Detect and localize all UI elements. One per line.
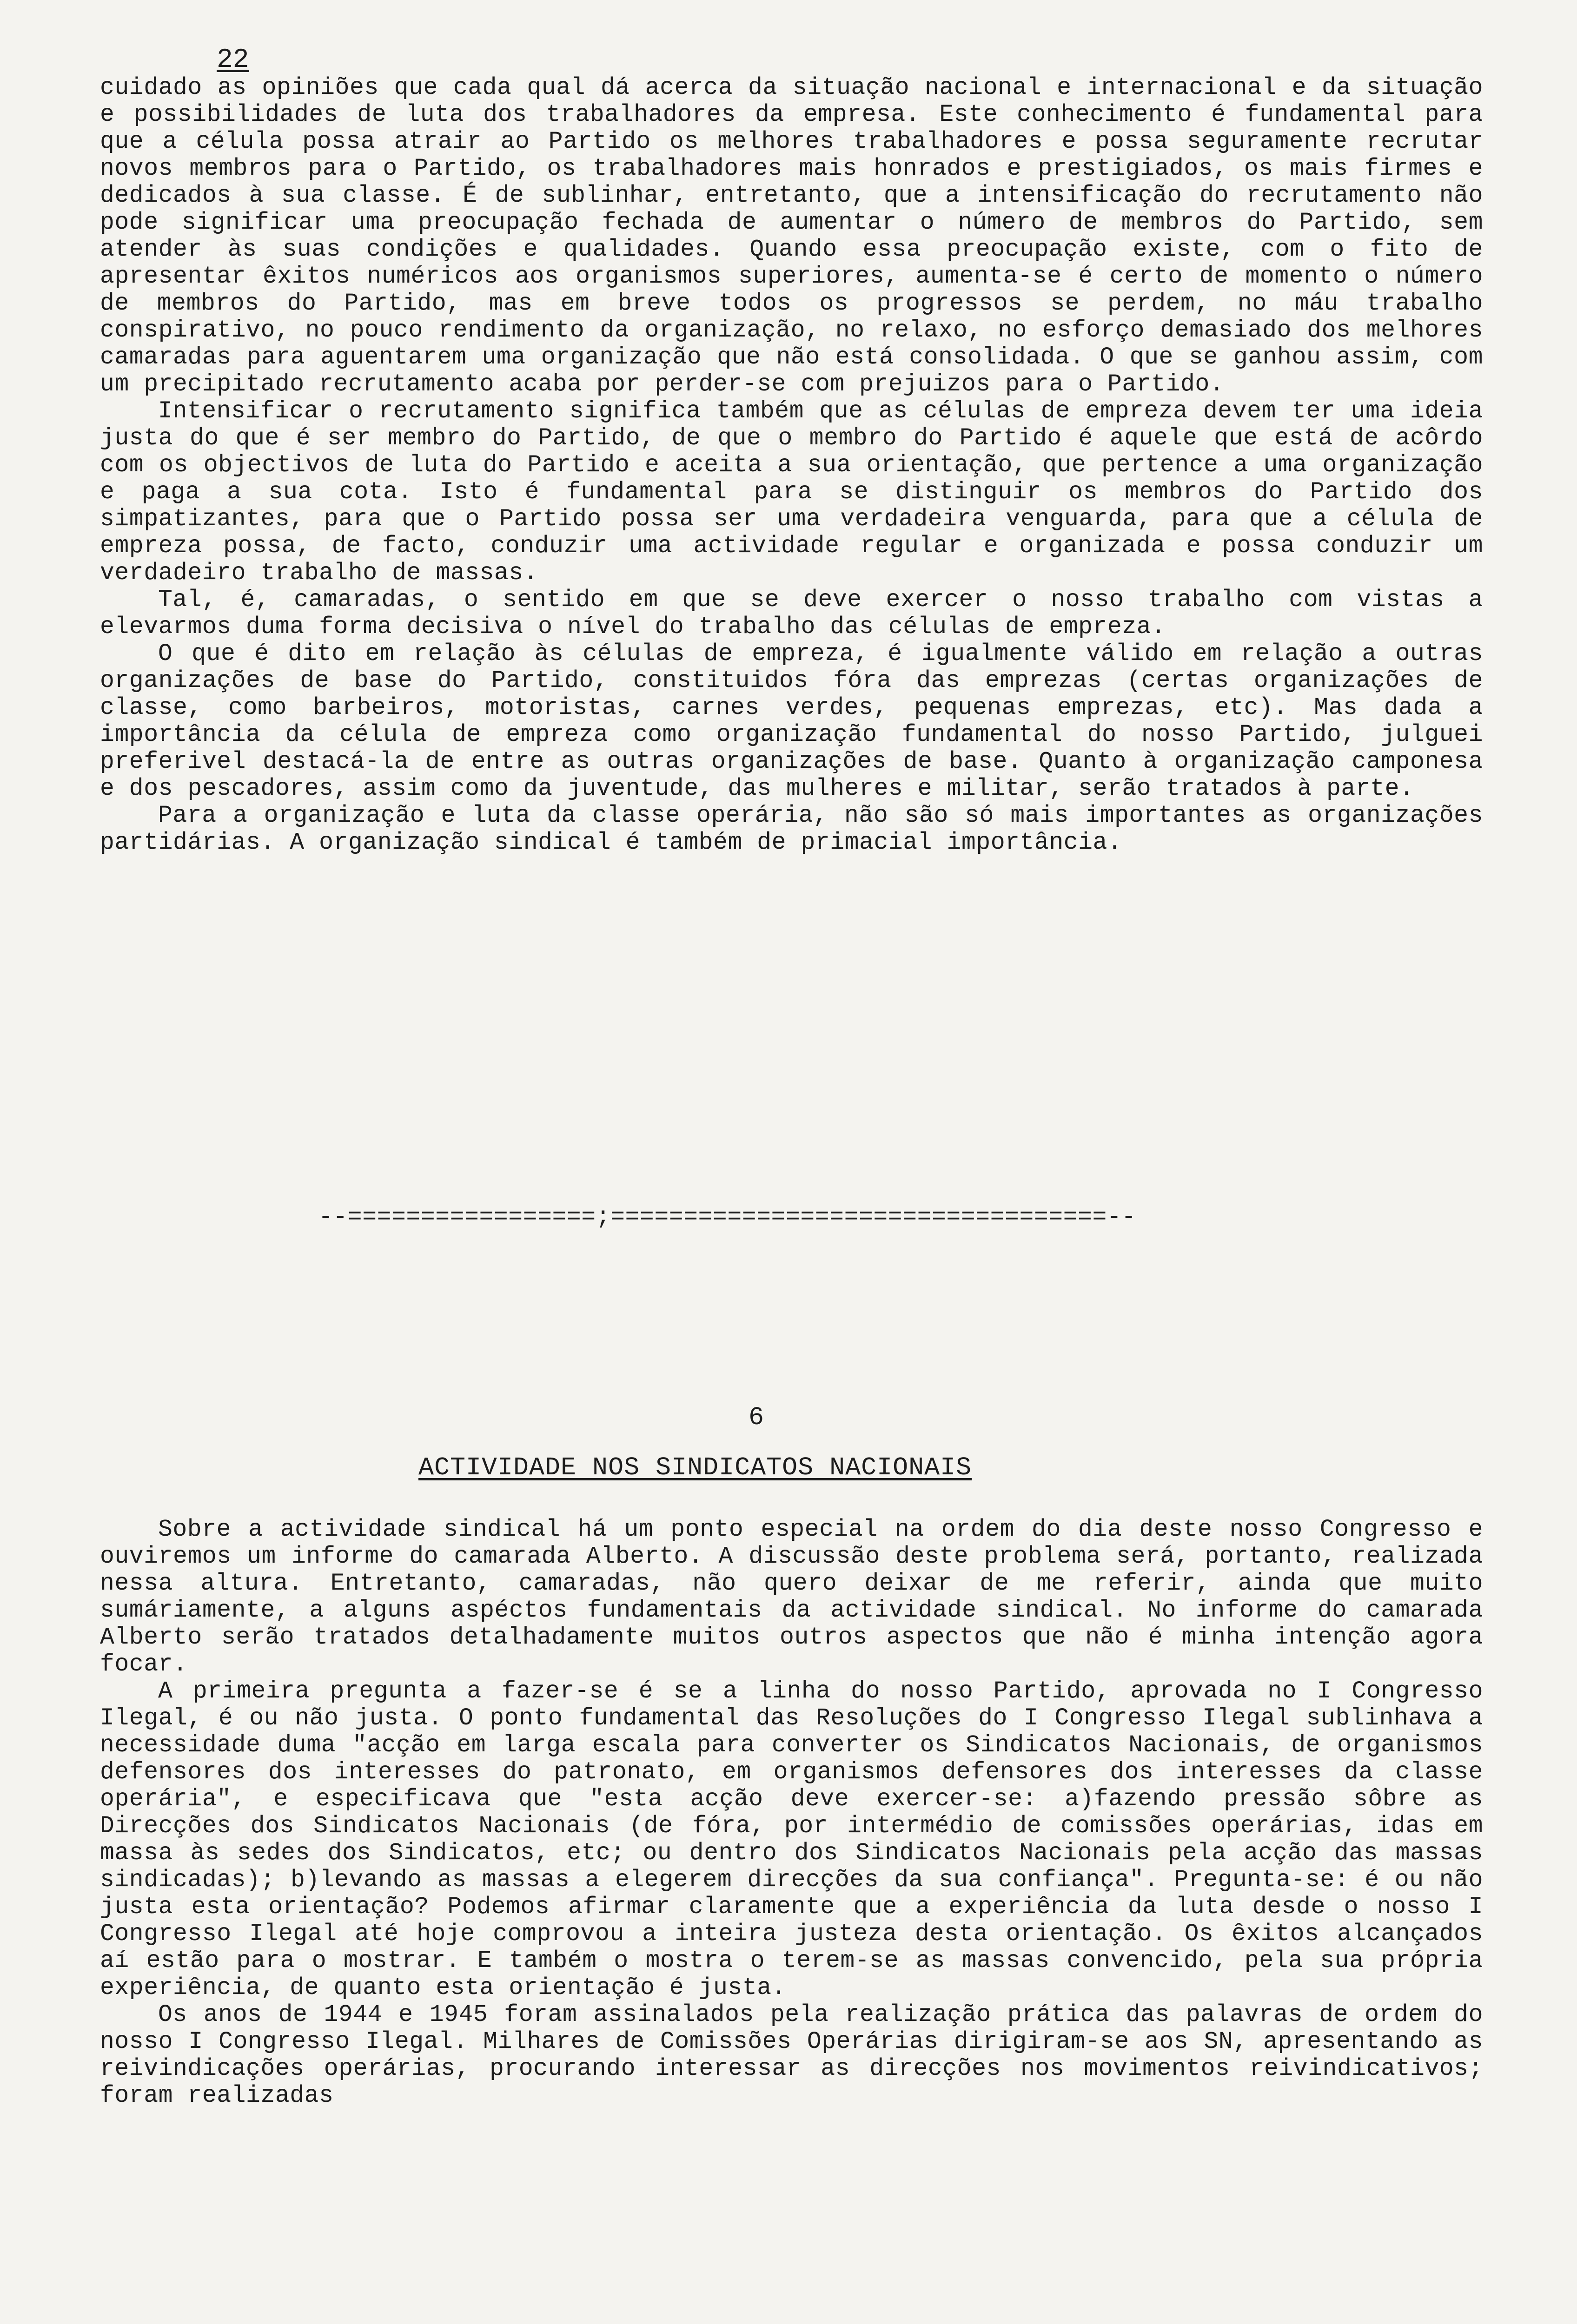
paragraph: Os anos de 1944 e 1945 foram assinalados pela realização prática das palavras de ordem do nosso I Congresso Ilegal. Milhares de Comissões Operárias dirigiram-se aos SN, apresentando as reivindicações operárias, procurando interessar as direcções nos movimentos reivindicativos; foram realizadas <box>100 2001 1483 2109</box>
section-2-body <box>100 1516 1483 2109</box>
section-separator: --=================;==================================-- <box>318 1204 1136 1231</box>
section-title: ACTIVIDADE NOS SINDICATOS NACIONAIS <box>418 1453 972 1482</box>
section-number: 6 <box>749 1403 764 1432</box>
paragraph: A primeira pregunta a fazer-se é se a linha do nosso Partido, aprovada no I Congresso Ilegal, é ou não justa. O ponto fundamental das Resoluções do I Congresso Ilegal sublinhava a necessidade duma "acção em larga escala para converter os Sindicatos Nacionais, de organismos defensores dos interesses do patronato, em organismos defensores dos interesses da classe operária", e especificava que "esta acção deve exercer-se: a)fazendo pressão sôbre as Direcções dos Sindicatos Nacionais (de fóra, por intermédio de comissões operárias, idas em massa às sedes dos Sindicatos, etc; ou dentro dos Sindicatos Nacionais pela acção das massas sindicadas); b)levando as massas a elegerem direcções da sua confiança". Pregunta-se: é ou não justa esta orientação? Podemos afirmar claramente que a experiência da luta desde o nosso I Congresso Ilegal até hoje comprovou a inteira justeza desta orientação. Os êxitos alcançados aí estão para o mostrar. E também o mostra o terem-se as massas convencido, pela sua própria experiência, de quanto esta orientação é justa. <box>100 1678 1483 2001</box>
page-number: 22 <box>217 45 249 75</box>
section-1-body <box>100 74 1483 856</box>
paragraph: Tal, é, camaradas, o sentido em que se deve exercer o nosso trabalho com vistas a elevarmos duma forma decisiva o nível do trabalho das células de empreza. <box>100 587 1483 640</box>
paragraph: O que é dito em relação às células de empreza, é igualmente válido em relação a outras organizações de base do Partido, constituidos fóra das emprezas (certas organizações de classe, como barbeiros, motoristas, carnes verdes, pequenas emprezas, etc). Mas dada a importância da célula de empreza como organização fundamental do nosso Partido, julguei preferivel destacá-la de entre as outras organizações de base. Quanto à organização camponesa e dos pescadores, assim como da juventude, das mulheres e militar, serão tratados à parte. <box>100 640 1483 802</box>
paragraph: Para a organização e luta da classe operária, não são só mais importantes as organizações partidárias. A organização sindical é também de primacial importância. <box>100 802 1483 856</box>
paragraph: Intensificar o recrutamento significa também que as células de empreza devem ter uma ideia justa do que é ser membro do Partido, de que o membro do Partido é aquele que está de acôrdo com os objectivos de luta do Partido e aceita a sua orientação, que pertence a uma organização e paga a sua cota. Isto é fundamental para se distinguir os membros do Partido dos simpatizantes, para que o Partido possa ser uma verdadeira venguarda, para que a célula de empreza possa, de facto, conduzir uma actividade regular e organizada e possa conduzir um verdadeiro trabalho de massas. <box>100 398 1483 587</box>
paragraph: Sobre a actividade sindical há um ponto especial na ordem do dia deste nosso Congresso e ouviremos um informe do camarada Alberto. A discussão deste problema será, portanto, realizada nessa altura. Entretanto, camaradas, não quero deixar de me referir, ainda que muito sumáriamente, a alguns aspéctos fundamentais da actividade sindical. No informe do camarada Alberto serão tratados detalhadamente muitos outros aspectos que não é minha intenção agora focar. <box>100 1516 1483 1678</box>
paragraph: cuidado as opiniões que cada qual dá acerca da situação nacional e internacional e da situação e possibilidades de luta dos trabalhadores da empresa. Este conhecimento é fundamental para que a célula possa atrair ao Partido os melhores trabalhadores e possa seguramente recrutar novos membros para o Partido, os trabalhadores mais honrados e prestigiados, os mais firmes e dedicados à sua classe. É de sublinhar, entretanto, que a intensificação do recrutamento não pode significar uma preocupação fechada de aumentar o número de membros do Partido, sem atender às suas condições e qualidades. Quando essa preocupação existe, com o fito de apresentar êxitos numéricos aos organismos superiores, aumenta-se é certo de momento o número de membros do Partido, mas em breve todos os progressos se perdem, no máu trabalho conspirativo, no pouco rendimento da organização, no relaxo, no esforço demasiado dos melhores camaradas para aguentarem uma organização que não está consolidada. O que se ganhou assim, com um precipitado recrutamento acaba por perder-se com prejuizos para o Partido. <box>100 74 1483 398</box>
